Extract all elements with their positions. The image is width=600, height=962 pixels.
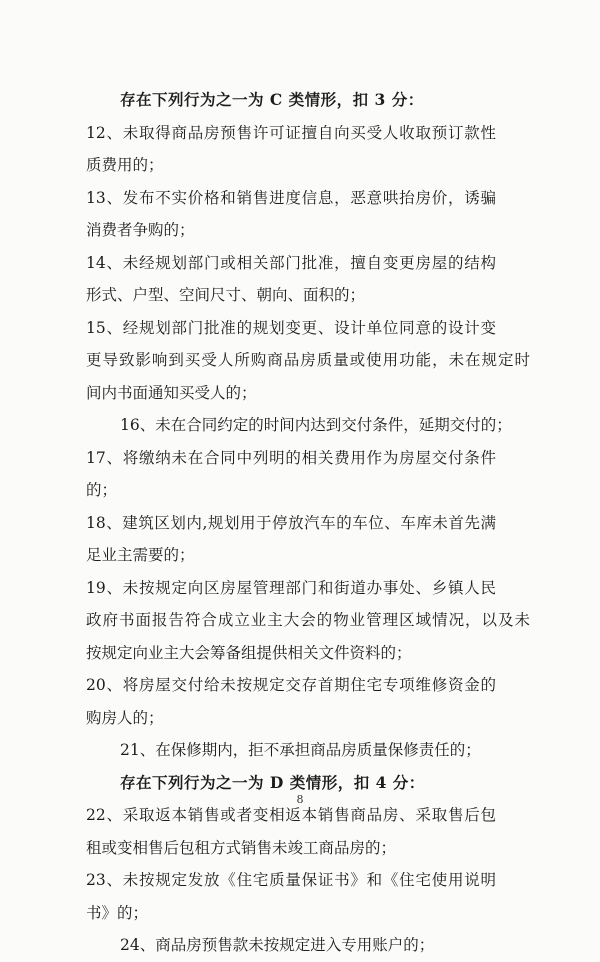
item-14-line-1: 14、未经规划部门或相关部门批准，擅自变更房屋的结构	[86, 253, 496, 272]
item-22-line-1: 22、采取返本销售或者变相返本销售商品房、采取售后包	[86, 806, 496, 824]
item-13-line-2: 消费者争购的；	[86, 221, 195, 239]
item-14-line-2: 形式、户型、空间尺寸、朝向、面积的；	[86, 286, 366, 304]
item-24: 24、商品房预售款未按规定进入专用账户的；	[120, 936, 435, 954]
item-18-line-1: 18、建筑区划内,规划用于停放汽车的车位、车库未首先满	[86, 513, 496, 532]
item-18-line-2: 足业主需要的；	[86, 546, 195, 564]
item-23-line-2: 书》的；	[86, 903, 149, 922]
item-15-line-3: 间内书面通知买受人的；	[86, 383, 257, 402]
item-19-line-3: 按规定向业主大会筹备组提供相关文件资料的；	[86, 643, 412, 662]
document-body	[86, 84, 530, 962]
item-19-line-1: 19、未按规定向区房屋管理部门和街道办事处、乡镇人民	[86, 578, 496, 597]
item-19-line-2: 政府书面报告符合成立业主大会的物业管理区域情况，以及未	[86, 611, 530, 629]
page-number: 8	[296, 793, 304, 806]
item-23-line-1: 23、未按规定发放《住宅质量保证书》和《住宅使用说明	[86, 871, 496, 889]
item-13-line-1: 13、发布不实价格和销售进度信息，恶意哄抬房价，诱骗	[86, 188, 496, 207]
item-15-line-2: 更导致影响到买受人所购商品房质量或使用功能，未在规定时	[86, 351, 530, 369]
item-15-line-1: 15、经规划部门批准的规划变更、设计单位同意的设计变	[86, 318, 496, 337]
item-17-line-1: 17、将缴纳未在合同中列明的相关费用作为房屋交付条件	[86, 448, 496, 467]
item-21: 21、在保修期内，拒不承担商品房质量保修责任的；	[120, 741, 481, 759]
item-12-line-2: 质费用的；	[86, 156, 164, 174]
item-16: 16、未在合同约定的时间内达到交付条件，延期交付的；	[120, 416, 512, 434]
item-22-line-2: 租或变相售后包租方式销售未竣工商品房的；	[86, 838, 397, 857]
section-d-heading: 存在下列行为之一为 D 类情形，扣 4 分：	[120, 772, 425, 792]
item-12-line-1: 12、未取得商品房预售许可证擅自向买受人收取预订款性	[86, 123, 496, 142]
item-17-line-2: 的；	[86, 481, 118, 499]
section-c-heading: 存在下列行为之一为 C 类情形，扣 3 分：	[120, 90, 424, 109]
item-20-line-1: 20、将房屋交付给未按规定交存首期住宅专项维修资金的	[86, 676, 496, 694]
item-20-line-2: 购房人的；	[86, 708, 164, 727]
